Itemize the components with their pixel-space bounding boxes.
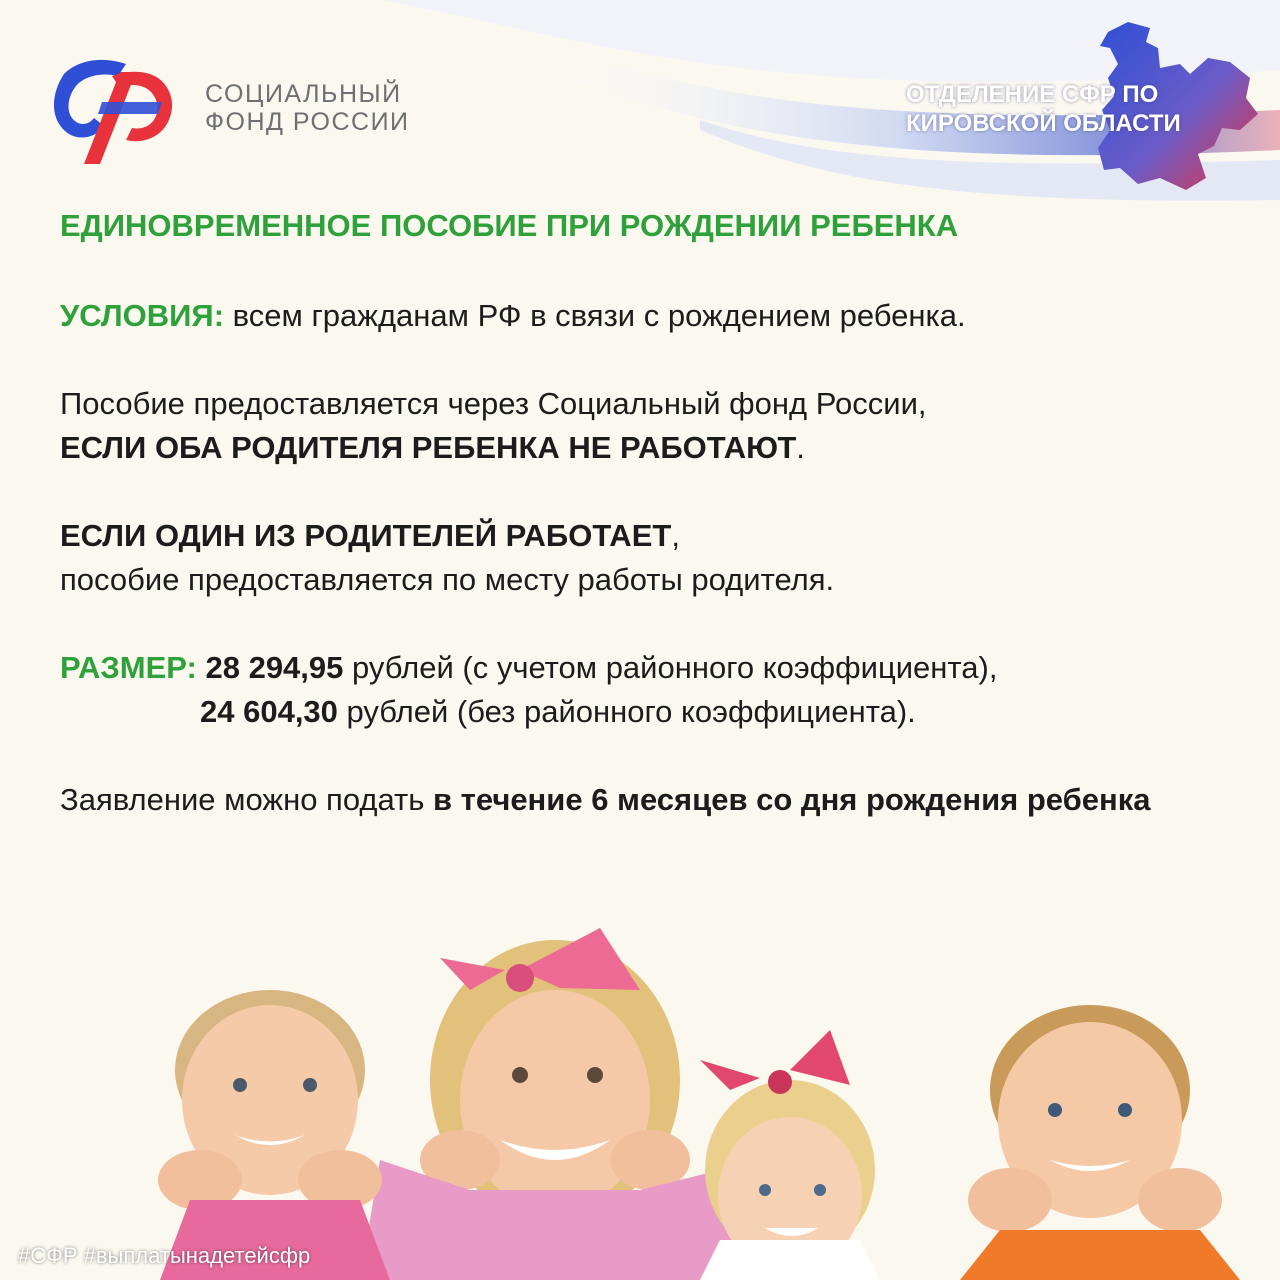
amount-without-coefficient-text: рублей (без районного коэффициента). [337, 694, 916, 729]
hashtags-footer: #СФР #выплатынадетейсфр [18, 1243, 311, 1268]
deadline-line [60, 782, 1150, 818]
page-title: ЕДИНОВРЕМЕННОЕ ПОСОБИЕ ПРИ РОЖДЕНИИ РЕБЕНКА [60, 208, 959, 243]
paragraph-2-comma: , [671, 518, 680, 553]
paragraph-1-line-2 [60, 430, 805, 466]
size-line-1 [60, 650, 997, 686]
conditions-text: всем гражданам РФ в связи с рождением ребенка. [224, 298, 966, 333]
size-line-2 [200, 694, 916, 730]
one-parent-employed-text: ЕСЛИ ОДИН ИЗ РОДИТЕЛЕЙ РАБОТАЕТ [60, 518, 672, 553]
logo-line-2: ФОНД РОССИИ [205, 108, 410, 136]
logo-line-1: СОЦИАЛЬНЫЙ [205, 80, 402, 108]
amount-without-coefficient: 24 604,30 [200, 694, 338, 729]
conditions-label: УСЛОВИЯ: [60, 298, 225, 333]
logo-wordmark [205, 80, 410, 136]
region-line-1: ОТДЕЛЕНИЕ СФР ПО [906, 81, 1159, 108]
amount-with-coefficient-text: рублей (с учетом районного коэффициента), [343, 650, 998, 685]
amount-with-coefficient: 28 294,95 [205, 650, 344, 685]
region-label [906, 80, 1181, 138]
sfr-logo-icon [42, 52, 184, 168]
children-photo [0, 910, 1280, 1280]
paragraph-2-line-2: пособие предоставляется по месту работы родителя. [60, 562, 835, 597]
deadline-prefix: Заявление можно подать [60, 782, 433, 817]
paragraph-1-line-1: Пособие предоставляется через Социальный фонд России, [60, 386, 927, 421]
deadline-bold: в течение 6 месяцев со дня рождения ребенка [433, 782, 1151, 817]
conditions-line [60, 298, 966, 334]
size-label: РАЗМЕР: [60, 650, 197, 685]
both-parents-unemployed-text: ЕСЛИ ОБА РОДИТЕЛЯ РЕБЕНКА НЕ РАБОТАЮТ [60, 430, 797, 465]
paragraph-2-line-1 [60, 518, 680, 554]
paragraph-1-period: . [796, 430, 805, 465]
region-line-2: КИРОВСКОЙ ОБЛАСТИ [906, 110, 1181, 137]
